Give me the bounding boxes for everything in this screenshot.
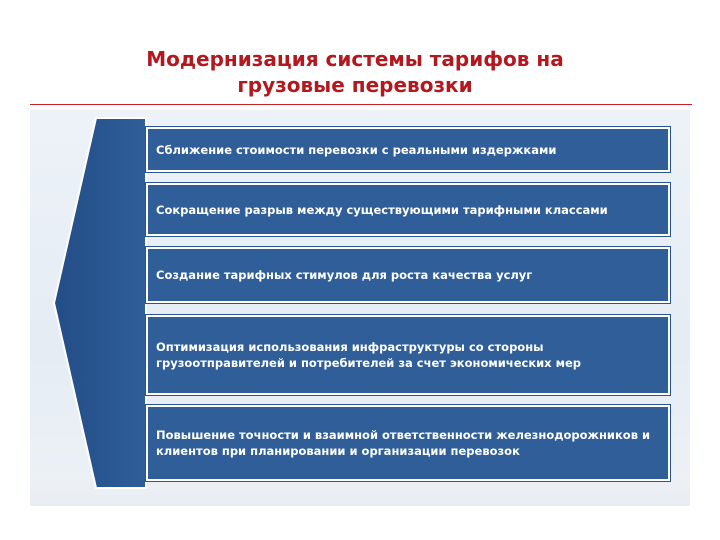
measure-text-4: Оптимизация использования инфраструктуры со стороны грузоотправителей и потребителей за счет экономических мер [156,340,582,370]
measure-text-1: Сближение стоимости перевозки с реальными издержками [156,142,557,157]
measure-box-2 [146,183,670,236]
measure-box-5 [146,405,670,481]
left-arrow-spine [54,118,146,488]
slide-title-line-1: Модернизация системы тарифов на [146,47,564,71]
measure-text-3: Создание тарифных стимулов для роста качества услуг [156,268,533,282]
measure-text-2: Сокращение разрыв между существующими тарифными классами [156,202,608,217]
measure-box-1 [146,127,670,172]
measure-box-4 [146,315,670,395]
measure-text-5: Повышение точности и взаимной ответственности железнодорожников и клиентов при планировании и организации перевозок [156,428,651,458]
slide-title-line-2: грузовые перевозки [237,73,473,97]
measure-box-3 [146,247,670,303]
